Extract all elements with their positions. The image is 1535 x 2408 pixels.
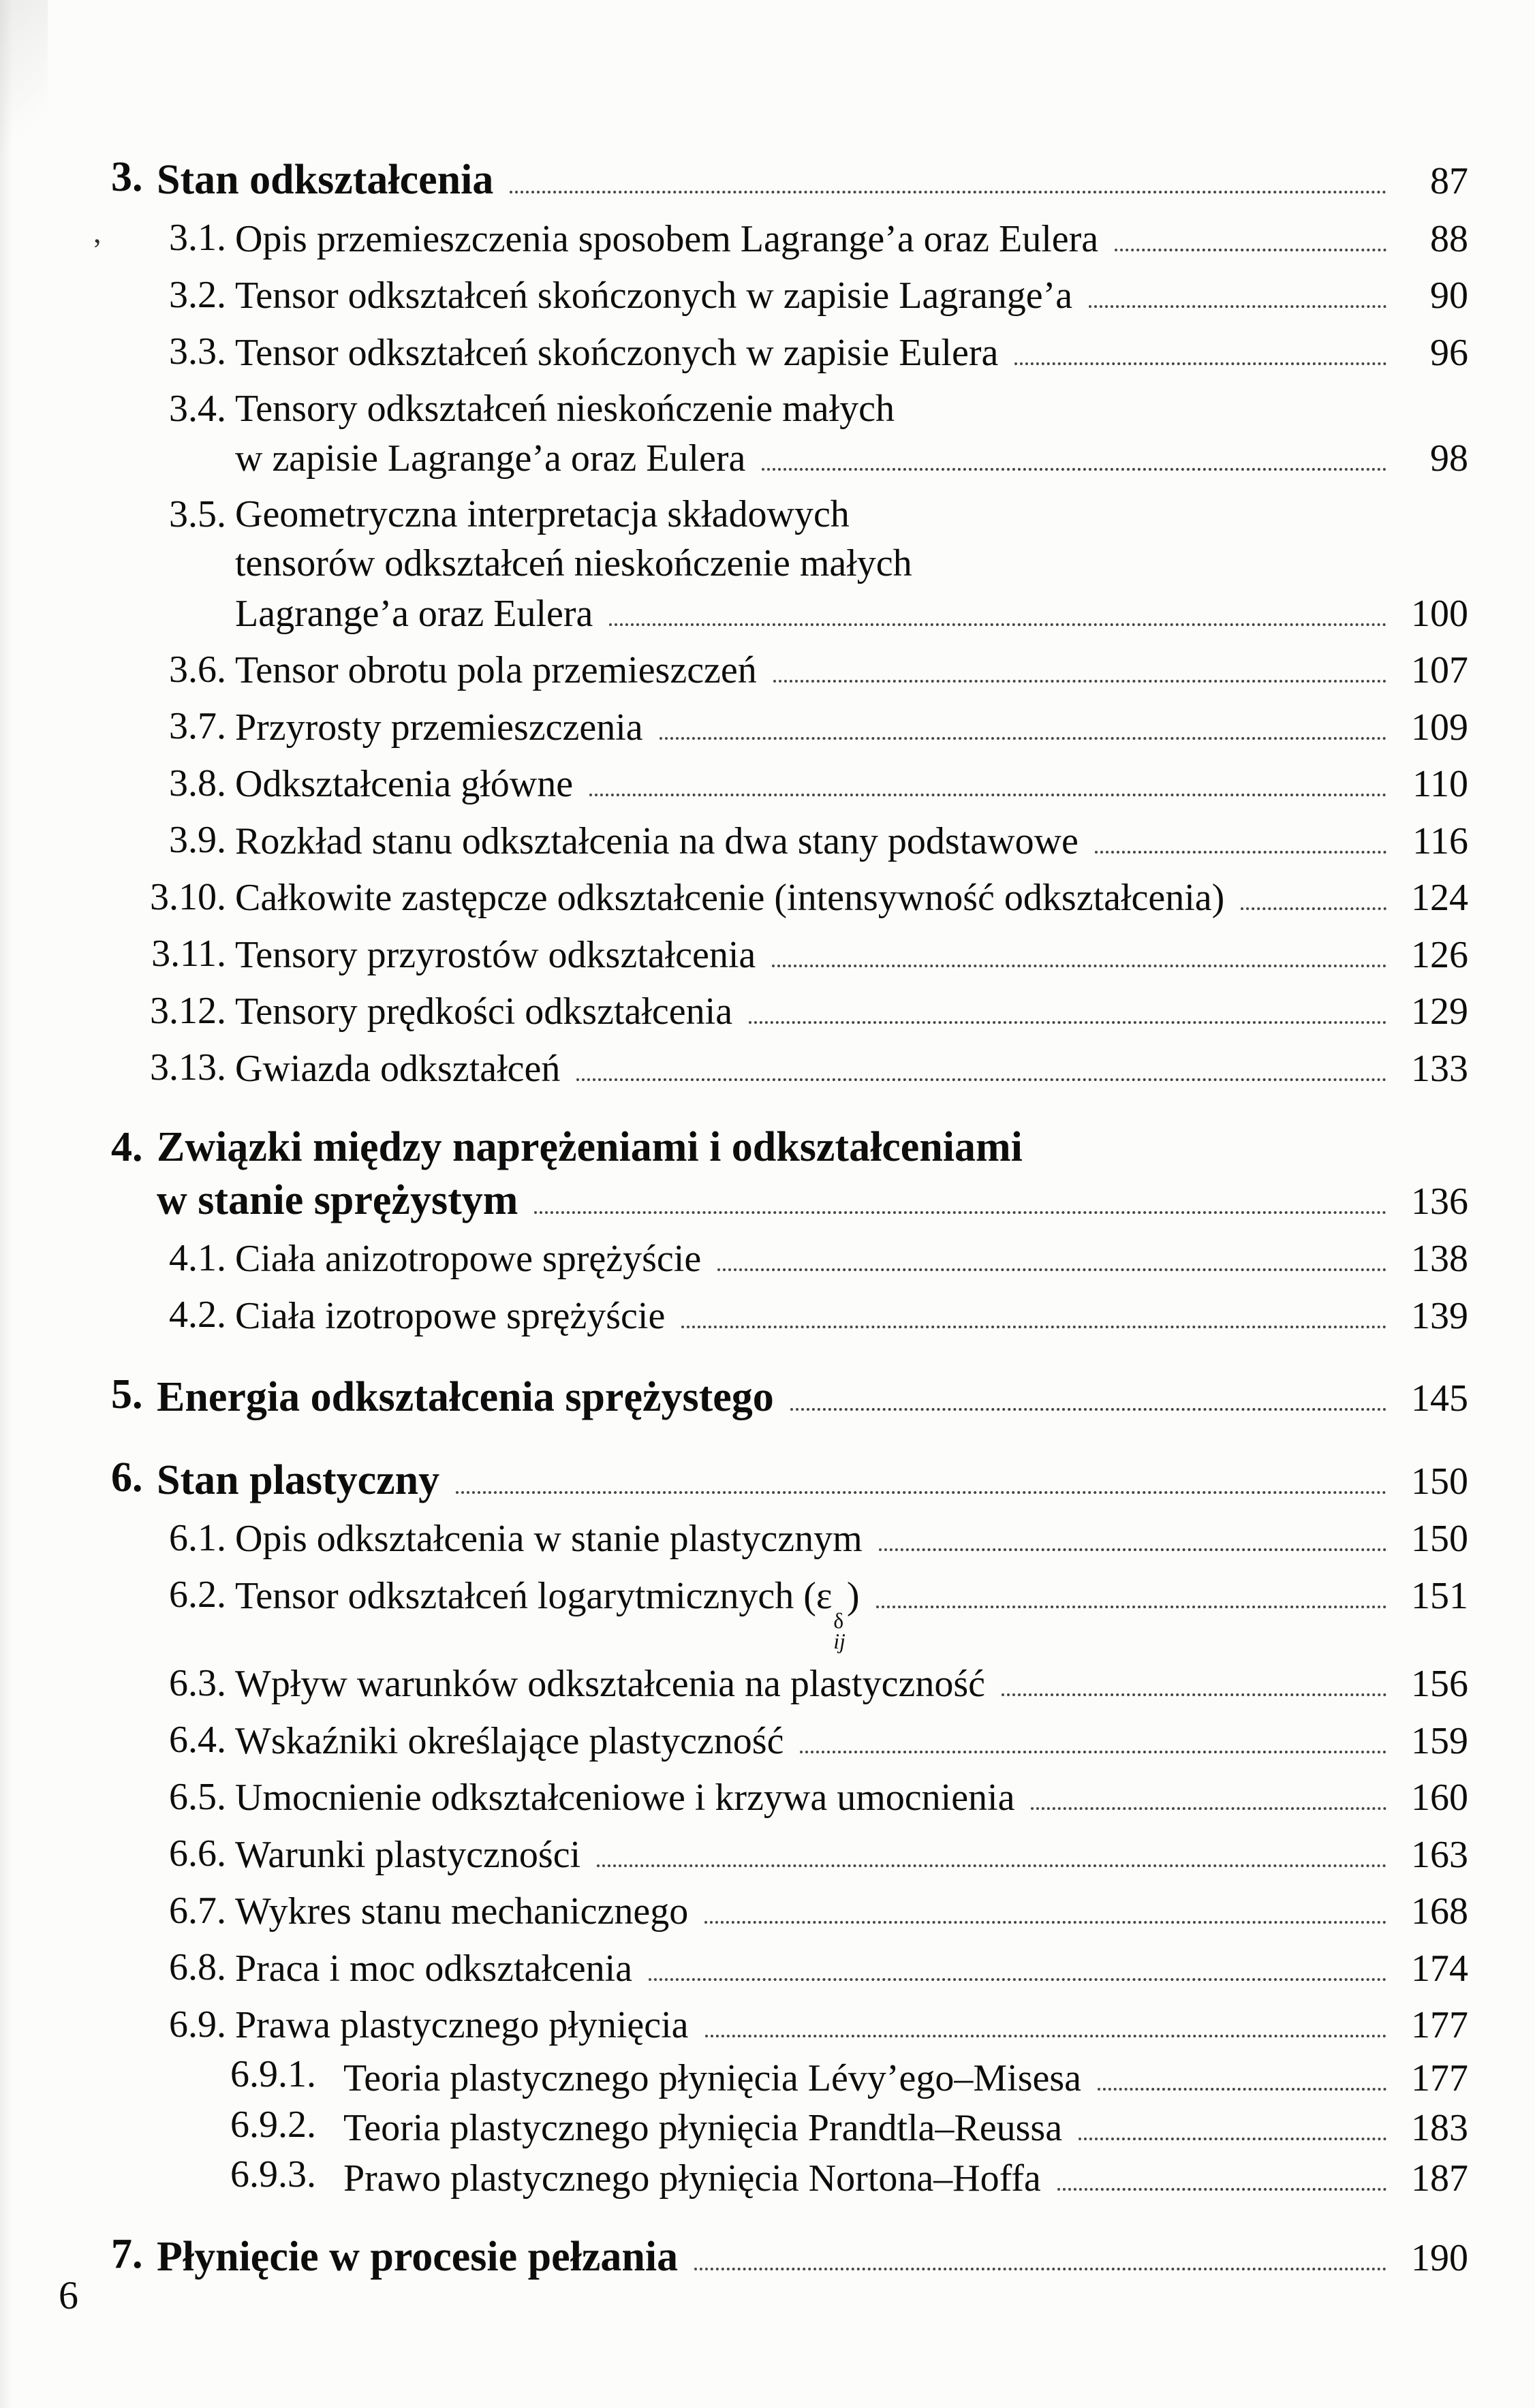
toc-entry [0, 1234, 1468, 1284]
toc-entry-number: 3.13. [150, 1046, 226, 1089]
toc-entry-page: 88 [1430, 217, 1468, 260]
toc-entry-text: Geometryczna interpretacja składowych [235, 493, 850, 536]
toc-entry-page: 116 [1412, 819, 1468, 862]
dot-leader [510, 152, 1386, 193]
toc-entry-text: Lagrange’a oraz Eulera [235, 592, 593, 635]
toc-entry-number: 3. [111, 154, 143, 200]
toc-entry-number: 3.1. [169, 217, 226, 260]
toc-entry-text: Całkowite zastępcze odkształcenie (intensywność odkształcenia) [235, 877, 1225, 920]
toc-entry [0, 270, 1468, 321]
dot-leader [705, 2000, 1386, 2038]
toc-entry-text: tensorów odkształceń nieskończenie małych [235, 542, 912, 585]
toc-entry-number: 6.9.1. [230, 2053, 316, 2096]
toc-entry-page: 159 [1411, 1719, 1468, 1762]
dot-leader [717, 1234, 1386, 1272]
toc-entry-text: Energia odkształcenia sprężystego [157, 1373, 774, 1420]
toc-entry [0, 873, 1468, 923]
toc-entry [0, 1943, 1468, 1993]
toc-entry-text: Płynięcie w procesie pełzania [157, 2233, 679, 2280]
toc-entry-page: 177 [1411, 2004, 1468, 2047]
toc-entry-text: Tensory odkształceń nieskończenie małych [235, 387, 895, 430]
toc-entry-number: 3.3. [169, 330, 226, 373]
toc-entry [0, 2153, 1468, 2200]
toc-entry-text: w zapisie Lagrange’a oraz Eulera [235, 437, 746, 480]
dot-leader [704, 1886, 1386, 1924]
page-number: 6 [59, 2273, 78, 2317]
toc-list [0, 152, 1535, 2283]
toc-entry [0, 327, 1468, 377]
toc-entry-page: 177 [1411, 2057, 1468, 2099]
dot-leader [790, 1369, 1386, 1411]
toc-entry-text: Stan plastyczny [157, 1456, 440, 1503]
toc-entry-text: Warunki plastyczności [235, 1833, 581, 1876]
toc-entry [0, 1772, 1468, 1823]
toc-entry-page: 133 [1411, 1047, 1468, 1090]
dot-leader [1241, 873, 1386, 911]
dot-leader [1031, 1772, 1386, 1811]
toc-entry-page: 100 [1411, 592, 1468, 635]
toc-entry-page: 98 [1430, 437, 1468, 480]
toc-entry-text: Stan odkształcenia [157, 157, 494, 204]
toc-entry-page: 126 [1411, 933, 1468, 976]
toc-entry-page: 187 [1411, 2157, 1468, 2200]
dot-leader [597, 1829, 1386, 1867]
toc-entry-text: Wykres stanu mechanicznego [235, 1890, 689, 1933]
toc-entry [0, 2000, 1468, 2050]
toc-entry-page: 138 [1411, 1238, 1468, 1281]
toc-entry-number: 6.3. [169, 1661, 226, 1704]
dot-leader [456, 1452, 1386, 1494]
toc-entry-number: 6.6. [169, 1832, 226, 1875]
toc-entry-number: 3.8. [169, 762, 226, 804]
toc-entry-number: 4.1. [169, 1236, 226, 1279]
toc-entry-number: 7. [111, 2230, 143, 2277]
toc-entry-number: 4.2. [169, 1294, 226, 1336]
toc-entry-page: 150 [1411, 1460, 1468, 1503]
dot-leader [1095, 815, 1386, 854]
toc-entry-page: 150 [1411, 1518, 1468, 1561]
toc-entry-text: Wskaźniki określające plastyczność [235, 1719, 784, 1762]
toc-entry-text: Prawo plastycznego płynięcia Nortona–Hoffa [343, 2157, 1041, 2200]
toc-entry [0, 1514, 1468, 1564]
dot-leader [660, 702, 1386, 740]
toc-entry [0, 2103, 1468, 2151]
toc-entry-page: 96 [1430, 331, 1468, 374]
toc-entry [0, 152, 1468, 206]
toc-entry [0, 1452, 1468, 1507]
dot-leader [681, 1290, 1386, 1328]
toc-entry-page: 87 [1430, 160, 1468, 203]
dot-leader [1002, 1659, 1386, 1697]
toc-entry-number: 6.1. [169, 1516, 226, 1559]
toc-entry [0, 1570, 1468, 1651]
dot-leader [694, 2229, 1386, 2270]
toc-entry-text: Przyrosty przemieszczenia [235, 706, 643, 749]
dot-leader [1098, 2052, 1386, 2091]
toc-entry-text: w stanie sprężystym [157, 1176, 518, 1223]
toc-entry-page: 107 [1411, 649, 1468, 692]
toc-entry [0, 702, 1468, 752]
toc-entry-page: 168 [1411, 1890, 1468, 1933]
toc-entry-number: 6.9.2. [230, 2103, 316, 2146]
toc-entry-number: 4. [111, 1123, 143, 1170]
toc-entry [0, 815, 1468, 866]
scan-stray-mark: , [91, 214, 102, 250]
dot-leader [800, 1715, 1386, 1753]
toc-entry-text: Ciała anizotropowe sprężyście [235, 1238, 702, 1281]
dot-leader [534, 1172, 1386, 1214]
dot-leader [879, 1514, 1386, 1552]
toc-entry [0, 1715, 1468, 1766]
toc-entry-number: 3.4. [169, 387, 226, 430]
toc-entry-number: 3.12. [150, 989, 226, 1032]
toc-entry-text: Teoria plastycznego płynięcia Lévy’ego–Misesa [343, 2057, 1082, 2099]
dot-leader [576, 1043, 1386, 1081]
toc-entry-number: 5. [111, 1371, 143, 1418]
dot-leader [1057, 2153, 1386, 2191]
toc-entry-page: 190 [1411, 2236, 1468, 2279]
toc-entry-text: Praca i moc odkształcenia [235, 1947, 633, 1990]
toc-entry [0, 1043, 1468, 1093]
dot-leader [773, 645, 1386, 683]
toc-entry-number: 3.5. [169, 493, 226, 536]
toc-entry-text: Tensory przyrostów odkształcenia [235, 933, 756, 976]
toc-entry-page: 124 [1411, 877, 1468, 920]
epsilon-scripts: δ ij [833, 1609, 846, 1653]
toc-entry [0, 1369, 1468, 1424]
toc-entry-number: 6.5. [169, 1775, 226, 1818]
toc-entry-number: 3.6. [169, 648, 226, 691]
toc-entry-number: 3.7. [169, 705, 226, 748]
toc-entry-number: 3.9. [169, 819, 226, 862]
toc-entry [0, 1122, 1468, 1227]
dot-leader [749, 986, 1386, 1025]
toc-entry-text: Tensor odkształceń logarytmicznych (ε δ ij ) [235, 1574, 860, 1653]
toc-entry-page: 109 [1411, 706, 1468, 749]
toc-entry-text: Odkształcenia główne [235, 763, 574, 806]
toc-entry-number: 6.9.3. [230, 2153, 316, 2196]
dot-leader [609, 588, 1386, 626]
toc-entry-text: Tensory prędkości odkształcenia [235, 990, 733, 1033]
toc-entry [0, 384, 1468, 484]
toc-entry-number: 6.4. [169, 1719, 226, 1762]
dot-leader [1089, 270, 1386, 309]
toc-entry-text: Prawa plastycznego płynięcia [235, 2004, 689, 2047]
toc-entry [0, 929, 1468, 980]
toc-entry [0, 2229, 1468, 2283]
toc-entry-page: 145 [1411, 1377, 1468, 1420]
toc-entry-number: 3.11. [151, 933, 226, 975]
toc-entry [0, 1829, 1468, 1879]
toc-entry-number: 6.8. [169, 1946, 226, 1989]
toc-entry [0, 1659, 1468, 1709]
toc-entry-number: 6.7. [169, 1889, 226, 1932]
toc-entry [0, 213, 1468, 264]
toc-entry-text: Gwiazda odkształceń [235, 1047, 561, 1090]
dot-leader [1014, 327, 1386, 365]
toc-entry-page: 90 [1430, 275, 1468, 317]
toc-entry-text: Wpływ warunków odkształcenia na plastyczność [235, 1663, 985, 1706]
toc-entry-page: 156 [1411, 1663, 1468, 1706]
dot-leader [589, 759, 1386, 797]
toc-entry [0, 1886, 1468, 1937]
toc-entry-page: 129 [1411, 990, 1468, 1033]
toc-entry-page: 160 [1411, 1777, 1468, 1819]
toc-entry-number: 6. [111, 1454, 143, 1501]
toc-entry [0, 645, 1468, 695]
toc-entry-page: 139 [1411, 1294, 1468, 1337]
toc-entry-number: 6.9. [169, 2003, 226, 2046]
toc-entry-page: 136 [1411, 1180, 1468, 1223]
toc-entry-page: 174 [1411, 1947, 1468, 1990]
toc-entry-text: Związki między naprężeniami i odkształceniami [157, 1123, 1023, 1170]
toc-entry-number: 3.10. [150, 875, 226, 918]
scan-corner-shadow [0, 0, 48, 177]
dot-leader [1115, 213, 1386, 251]
dot-leader [876, 1570, 1387, 1608]
toc-entry-page: 183 [1411, 2107, 1468, 2150]
toc-entry-page: 151 [1411, 1574, 1468, 1617]
toc-entry [0, 986, 1468, 1037]
dot-leader [772, 929, 1386, 967]
toc-entry-text: Rozkład stanu odkształcenia na dwa stany podstawowe [235, 819, 1079, 862]
toc-entry-text: Opis przemieszczenia sposobem Lagrange’a oraz Eulera [235, 217, 1099, 260]
toc-entry-text: Tensor obrotu pola przemieszczeń [235, 649, 757, 692]
toc-entry [0, 759, 1468, 809]
toc-entry-page: 163 [1411, 1833, 1468, 1876]
toc-entry-number: 3.2. [169, 273, 226, 316]
toc-entry-text: Tensor odkształceń skończonych w zapisie Eulera [235, 331, 999, 374]
dot-leader [762, 433, 1386, 471]
toc-entry [0, 2052, 1468, 2100]
toc-entry-number: 6.2. [169, 1574, 226, 1616]
toc-entry-text: Opis odkształcenia w stanie plastycznym [235, 1518, 863, 1561]
toc-entry-text: Ciała izotropowe sprężyście [235, 1294, 666, 1337]
toc-entry-page: 110 [1412, 763, 1468, 806]
dot-leader [649, 1943, 1386, 1981]
toc-entry [0, 490, 1468, 638]
toc-entry-text: Tensor odkształceń skończonych w zapisie Lagrange’a [235, 275, 1073, 317]
dot-leader [1079, 2103, 1386, 2141]
toc-entry-text: Umocnienie odkształceniowe i krzywa umocnienia [235, 1777, 1015, 1819]
toc-entry-text: Teoria plastycznego płynięcia Prandtla–Reussa [343, 2107, 1063, 2150]
toc-entry [0, 1290, 1468, 1341]
